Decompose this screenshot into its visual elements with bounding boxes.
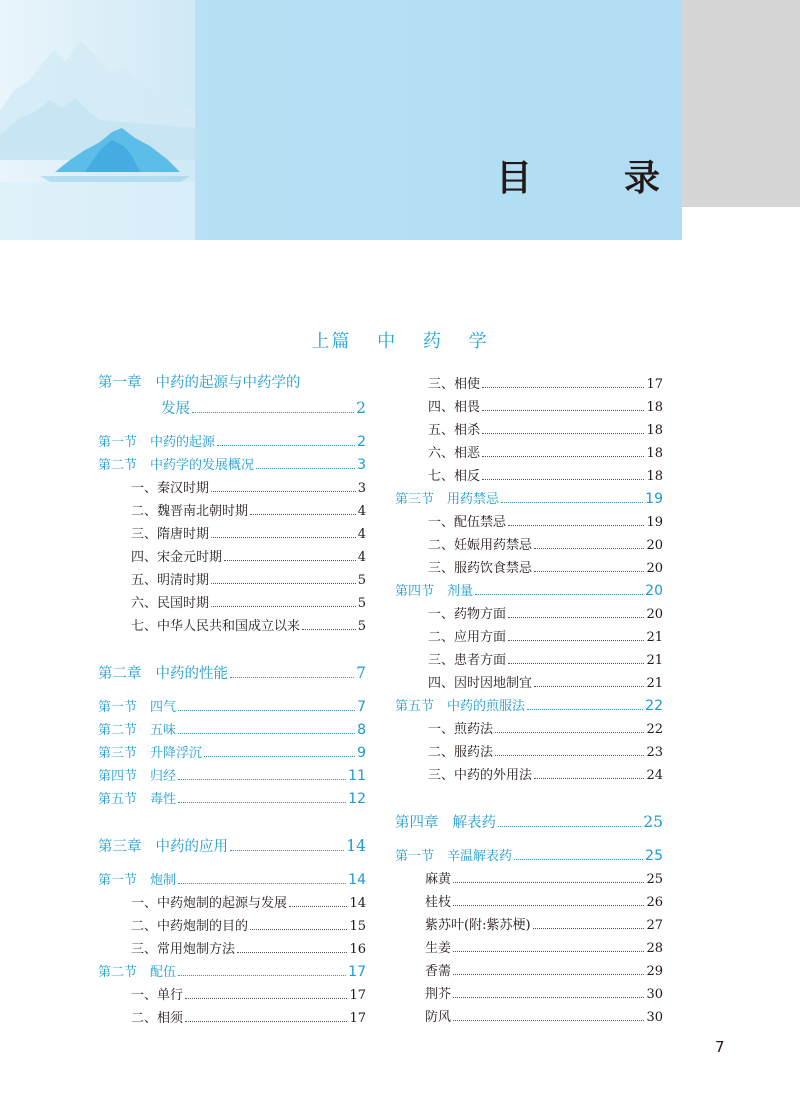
item-title: 二、应用方面: [428, 630, 507, 645]
page-ref: 7: [356, 663, 366, 682]
section-number: 第二节: [98, 458, 138, 473]
landscape-illustration: [0, 0, 195, 240]
page-ref: 8: [357, 722, 366, 738]
page-ref: 19: [646, 515, 663, 530]
page-ref: 25: [646, 872, 663, 887]
item-title: 七、中华人民共和国成立以来: [131, 619, 301, 634]
item-title: 六、相恶: [428, 446, 481, 461]
page-ref: 22: [645, 698, 663, 714]
section-number: 第一节: [98, 873, 138, 888]
chapter-number: 第三章: [98, 838, 142, 855]
toc-chapter-4[interactable]: [395, 806, 663, 830]
part-title-label: 上篇: [311, 331, 352, 352]
leader-dots: [217, 445, 355, 446]
page-ref: 14: [346, 836, 366, 855]
page-ref: 17: [349, 988, 366, 1003]
page-ref: 26: [646, 895, 663, 910]
section-number: 第一节: [98, 700, 138, 715]
item-title: 一、煎药法: [428, 722, 494, 737]
leader-dots: [289, 906, 347, 907]
page-ref: 25: [643, 812, 663, 831]
leader-dots: [211, 491, 356, 492]
leader-dots: [534, 686, 644, 687]
leader-dots: [178, 733, 355, 734]
section-title: 剂量: [447, 584, 474, 599]
page-ref: 9: [357, 745, 366, 761]
toc-item[interactable]: [395, 644, 663, 667]
item-title: 一、秦汉时期: [131, 481, 210, 496]
toc-item[interactable]: [98, 472, 366, 495]
toc-item[interactable]: [98, 610, 366, 633]
page-ref: 17: [349, 1011, 366, 1026]
page-ref: 27: [646, 918, 663, 933]
section-number: 第二节: [98, 965, 138, 980]
corner-tab: [682, 0, 800, 207]
toc-item[interactable]: [395, 759, 663, 782]
chapter-number: 第四章: [395, 814, 439, 831]
leader-dots: [192, 412, 354, 413]
chapter-number: 第一章: [98, 375, 142, 391]
toc-item[interactable]: [395, 955, 663, 978]
item-title: 三、服药饮食禁忌: [428, 561, 533, 576]
toc-item[interactable]: [395, 713, 663, 736]
item-title: 二、妊娠用药禁忌: [428, 538, 533, 553]
toc-chapter-3[interactable]: [98, 830, 366, 854]
page-ref: 4: [357, 527, 366, 542]
toc-item[interactable]: [98, 887, 366, 910]
page-number: 7: [715, 1038, 725, 1056]
leader-dots: [508, 525, 644, 526]
section-number: 第五节: [98, 792, 138, 807]
leader-dots: [508, 640, 644, 641]
toc-item[interactable]: [395, 736, 663, 759]
chapter-title: 中药的起源与中药学的: [155, 375, 301, 391]
page-ref: 25: [645, 848, 663, 864]
leader-dots: [475, 594, 643, 595]
leader-dots: [178, 975, 346, 976]
toc-item[interactable]: [395, 621, 663, 644]
page-ref: 16: [349, 942, 366, 957]
leader-dots: [302, 629, 356, 630]
section-title: 升降浮沉: [150, 746, 203, 761]
page-ref: 12: [348, 791, 366, 807]
page-ref: 18: [646, 400, 663, 415]
section-title: 辛温解表药: [447, 849, 513, 864]
leader-dots: [453, 951, 644, 952]
page-ref: 30: [646, 1010, 663, 1025]
toc-item[interactable]: [98, 518, 366, 541]
leader-dots: [211, 537, 356, 538]
toc-item[interactable]: [98, 587, 366, 610]
item-title: 一、中药炮制的起源与发展: [131, 896, 288, 911]
toc-section[interactable]: [98, 737, 366, 760]
chapter-title: 解表药: [452, 814, 496, 831]
leader-dots: [453, 882, 644, 883]
section-number: 第二节: [98, 723, 138, 738]
toc-item[interactable]: [98, 933, 366, 956]
leader-dots: [224, 560, 356, 561]
leader-dots: [534, 548, 644, 549]
toc-item[interactable]: [395, 909, 663, 932]
toc-chapter-2[interactable]: [98, 657, 366, 681]
item-title: 四、因时因地制宜: [428, 676, 533, 691]
page-ref: 21: [646, 653, 663, 668]
section-number: 第四节: [98, 769, 138, 784]
toc-chapter-1-cont[interactable]: [98, 392, 366, 416]
item-title: 二、相须: [131, 1011, 184, 1026]
leader-dots: [237, 952, 347, 953]
toc-item[interactable]: [395, 932, 663, 955]
page-ref: 18: [646, 469, 663, 484]
leader-dots: [178, 883, 346, 884]
page-ref: 17: [348, 964, 366, 980]
chapter-number: 第二章: [98, 665, 142, 682]
toc-item[interactable]: [98, 979, 366, 1002]
section-number: 第三节: [98, 746, 138, 761]
page-ref: 20: [646, 538, 663, 553]
leader-dots: [178, 710, 355, 711]
section-title: 中药学的发展概况: [150, 458, 255, 473]
leader-dots: [230, 677, 354, 678]
item-title: 生姜: [425, 941, 452, 956]
section-title: 炮制: [150, 873, 177, 888]
item-title: 一、单行: [131, 988, 184, 1003]
page-ref: 7: [357, 699, 366, 715]
leader-dots: [178, 779, 346, 780]
section-number: 第三节: [395, 492, 435, 507]
page-ref: 15: [349, 919, 366, 934]
section-number: 第五节: [395, 699, 435, 714]
toc-section[interactable]: [98, 426, 366, 449]
toc-item[interactable]: [395, 886, 663, 909]
page-ref: 18: [646, 423, 663, 438]
item-title: 一、配伍禁忌: [428, 515, 507, 530]
page-ref: 14: [348, 872, 366, 888]
leader-dots: [453, 1020, 644, 1021]
toc-section[interactable]: [98, 691, 366, 714]
section-number: 第四节: [395, 584, 435, 599]
leader-dots: [482, 387, 644, 388]
page-ref: 20: [646, 607, 663, 622]
leader-dots: [211, 583, 356, 584]
toc-section[interactable]: [98, 864, 366, 887]
page-ref: 21: [646, 676, 663, 691]
toc-item[interactable]: [395, 552, 663, 575]
item-title: 三、隋唐时期: [131, 527, 210, 542]
page-ref: 18: [646, 446, 663, 461]
page-ref: 11: [348, 768, 366, 784]
toc-section[interactable]: [98, 956, 366, 979]
leader-dots: [501, 502, 643, 503]
toc-item[interactable]: [395, 506, 663, 529]
page-ref: 21: [646, 630, 663, 645]
leader-dots: [534, 778, 644, 779]
toc-item[interactable]: [395, 978, 663, 1001]
toc-item[interactable]: [395, 529, 663, 552]
toc-item[interactable]: [395, 391, 663, 414]
item-title: 七、相反: [428, 469, 481, 484]
toc-item[interactable]: [395, 460, 663, 483]
item-title: 四、宋金元时期: [131, 550, 223, 565]
chapter-title: 中药的性能: [155, 665, 228, 682]
leader-dots: [204, 756, 355, 757]
toc-section[interactable]: [98, 760, 366, 783]
page-ref: 5: [357, 596, 366, 611]
part-title-char: 药: [422, 331, 443, 352]
leader-dots: [256, 468, 355, 469]
page-ref: 19: [645, 491, 663, 507]
leader-dots: [534, 571, 644, 572]
leader-dots: [514, 859, 643, 860]
chapter-title: 发展: [161, 400, 190, 417]
toc-section[interactable]: [98, 449, 366, 472]
item-title: 香薷: [425, 964, 452, 979]
leader-dots: [453, 974, 644, 975]
page-ref: 29: [646, 964, 663, 979]
section-title: 毒性: [150, 792, 177, 807]
section-title: 用药禁忌: [447, 492, 500, 507]
toc-left-column: [98, 368, 366, 1025]
toc-item[interactable]: [98, 1002, 366, 1025]
toc-item[interactable]: [395, 368, 663, 391]
toc-item[interactable]: [98, 564, 366, 587]
item-title: 桂枝: [425, 895, 452, 910]
page-ref: 3: [357, 481, 366, 496]
item-title: 二、魏晋南北朝时期: [131, 504, 249, 519]
toc-section[interactable]: [395, 483, 663, 506]
toc-item[interactable]: [98, 495, 366, 518]
part-title: [0, 327, 800, 353]
page-ref: 4: [357, 550, 366, 565]
page-ref: 2: [356, 398, 366, 417]
page-ref: 17: [646, 377, 663, 392]
item-title: 五、明清时期: [131, 573, 210, 588]
page-ref: 14: [349, 896, 366, 911]
leader-dots: [482, 456, 644, 457]
item-title: 三、常用炮制方法: [131, 942, 236, 957]
item-title: 三、患者方面: [428, 653, 507, 668]
leader-dots: [533, 928, 645, 929]
leader-dots: [495, 755, 644, 756]
item-title: 荆芥: [425, 987, 452, 1002]
page-ref: 24: [646, 768, 663, 783]
page-ref: 20: [646, 561, 663, 576]
page-ref: 2: [357, 434, 366, 450]
page-ref: 28: [646, 941, 663, 956]
header-band: [0, 0, 682, 240]
item-title: 二、中药炮制的目的: [131, 919, 249, 934]
item-title: 二、服药法: [428, 745, 494, 760]
leader-dots: [211, 606, 356, 607]
leader-dots: [185, 1021, 347, 1022]
toc-item[interactable]: [395, 863, 663, 886]
item-title: 三、相使: [428, 377, 481, 392]
page-ref: 30: [646, 987, 663, 1002]
item-title: 紫苏叶(附:紫苏梗): [425, 918, 531, 933]
toc-item[interactable]: [395, 437, 663, 460]
page-ref: 20: [645, 583, 663, 599]
section-title: 配伍: [150, 965, 177, 980]
leader-dots: [527, 709, 643, 710]
section-title: 中药的煎服法: [447, 699, 526, 714]
item-title: 一、药物方面: [428, 607, 507, 622]
toc-section[interactable]: [395, 840, 663, 863]
section-title: 五味: [150, 723, 177, 738]
section-title: 四气: [150, 700, 177, 715]
toc-section[interactable]: [98, 783, 366, 806]
leader-dots: [250, 514, 356, 515]
toc-item[interactable]: [395, 1001, 663, 1024]
leader-dots: [453, 997, 644, 998]
item-title: 六、民国时期: [131, 596, 210, 611]
item-title: 五、相杀: [428, 423, 481, 438]
item-title: 三、中药的外用法: [428, 768, 533, 783]
part-title-char: 中: [377, 331, 398, 352]
toc-section[interactable]: [395, 690, 663, 713]
page-ref: 3: [357, 457, 366, 473]
chapter-title: 中药的应用: [155, 838, 228, 855]
leader-dots: [178, 802, 346, 803]
toc-item[interactable]: [395, 414, 663, 437]
page-ref: 22: [646, 722, 663, 737]
leader-dots: [498, 826, 641, 827]
toc-item[interactable]: [395, 667, 663, 690]
page-ref: 5: [357, 619, 366, 634]
leader-dots: [495, 732, 644, 733]
leader-dots: [482, 479, 644, 480]
page-ref: 4: [357, 504, 366, 519]
leader-dots: [250, 929, 347, 930]
item-title: 四、相畏: [428, 400, 481, 415]
toc-right-column: [395, 368, 663, 1024]
leader-dots: [508, 617, 644, 618]
item-title: 麻黄: [425, 872, 452, 887]
page-ref: 23: [646, 745, 663, 760]
toc-item[interactable]: [98, 541, 366, 564]
section-number: 第一节: [98, 435, 138, 450]
toc-item[interactable]: [98, 910, 366, 933]
leader-dots: [185, 998, 347, 999]
leader-dots: [482, 433, 644, 434]
toc-item[interactable]: [395, 598, 663, 621]
section-title: 中药的起源: [150, 435, 216, 450]
leader-dots: [482, 410, 644, 411]
toc-section[interactable]: [98, 714, 366, 737]
section-title: 归经: [150, 769, 177, 784]
toc-chapter-1[interactable]: [98, 368, 366, 392]
leader-dots: [508, 663, 644, 664]
page-ref: 5: [357, 573, 366, 588]
item-title: 防风: [425, 1010, 452, 1025]
page-title: 目 录: [496, 157, 689, 199]
leader-dots: [453, 905, 644, 906]
part-title-char: 学: [468, 331, 489, 352]
toc-section[interactable]: [395, 575, 663, 598]
section-number: 第一节: [395, 849, 435, 864]
leader-dots: [230, 850, 344, 851]
